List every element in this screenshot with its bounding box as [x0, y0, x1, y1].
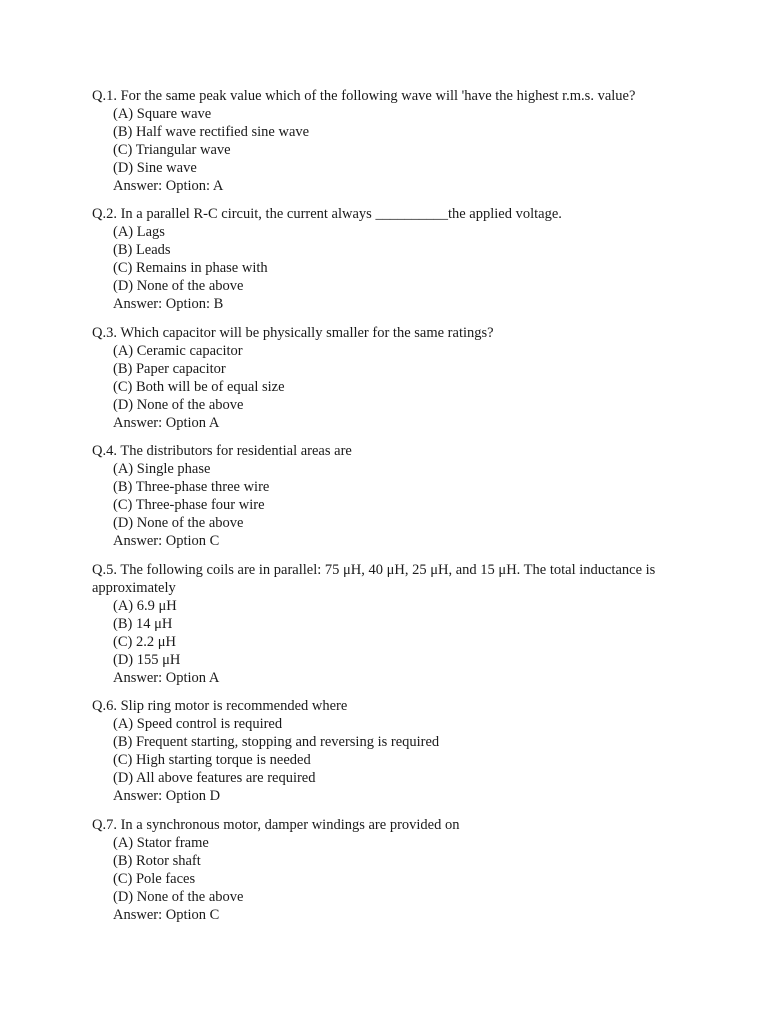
option-b: (B) 14 μH: [113, 616, 173, 632]
option-a: (A) Stator frame: [113, 835, 209, 851]
answer-line: Answer: Option: B: [113, 296, 224, 312]
question-text: Q.2. In a parallel R-C circuit, the current always __________the applied voltage.: [92, 206, 562, 222]
question-text: Q.7. In a synchronous motor, damper windings are provided on: [92, 817, 460, 833]
answer-line: Answer: Option: A: [113, 178, 224, 194]
option-c: (C) Three-phase four wire: [113, 497, 265, 513]
option-d: (D) All above features are required: [113, 770, 316, 786]
option-d: (D) None of the above: [113, 889, 244, 905]
option-b: (B) Rotor shaft: [113, 853, 201, 869]
answer-line: Answer: Option D: [113, 788, 221, 804]
question-text: Q.3. Which capacitor will be physically smaller for the same ratings?: [92, 325, 494, 341]
option-c: (C) High starting torque is needed: [113, 752, 311, 768]
option-b: (B) Three-phase three wire: [113, 479, 270, 495]
question-block: [92, 442, 692, 550]
answer-line: Answer: Option A: [113, 415, 220, 431]
option-c: (C) Pole faces: [113, 871, 196, 887]
option-b: (B) Paper capacitor: [113, 361, 226, 377]
option-b: (B) Frequent starting, stopping and reversing is required: [113, 734, 440, 750]
question-block: [92, 816, 692, 924]
question-text: Q.5. The following coils are in parallel: 75 μH, 40 μH, 25 μH, and 15 μH. The total inductance is approximately: [92, 562, 656, 596]
option-a: (A) Speed control is required: [113, 716, 283, 732]
option-b: (B) Leads: [113, 242, 171, 258]
option-a: (A) Lags: [113, 224, 165, 240]
option-d: (D) None of the above: [113, 278, 244, 294]
option-a: (A) 6.9 μH: [113, 598, 177, 614]
option-d: (D) Sine wave: [113, 160, 197, 176]
option-b: (B) Half wave rectified sine wave: [113, 124, 310, 140]
question-block: [92, 697, 692, 805]
option-a: (A) Ceramic capacitor: [113, 343, 243, 359]
option-c: (C) 2.2 μH: [113, 634, 176, 650]
option-d: (D) None of the above: [113, 397, 244, 413]
option-a: (A) Square wave: [113, 106, 212, 122]
answer-line: Answer: Option C: [113, 533, 220, 549]
answer-line: Answer: Option C: [113, 907, 220, 923]
question-text: Q.6. Slip ring motor is recommended where: [92, 698, 348, 714]
question-block: [92, 87, 692, 195]
option-c: (C) Triangular wave: [113, 142, 231, 158]
question-block: [92, 561, 692, 687]
option-c: (C) Remains in phase with: [113, 260, 268, 276]
question-block: [92, 205, 692, 313]
question-block: [92, 324, 692, 432]
question-text: Q.1. For the same peak value which of the following wave will 'have the highest r.m.s. value?: [92, 88, 636, 104]
answer-line: Answer: Option A: [113, 670, 220, 686]
question-text: Q.4. The distributors for residential areas are: [92, 443, 352, 459]
option-d: (D) None of the above: [113, 515, 244, 531]
option-a: (A) Single phase: [113, 461, 211, 477]
option-c: (C) Both will be of equal size: [113, 379, 285, 395]
option-d: (D) 155 μH: [113, 652, 181, 668]
